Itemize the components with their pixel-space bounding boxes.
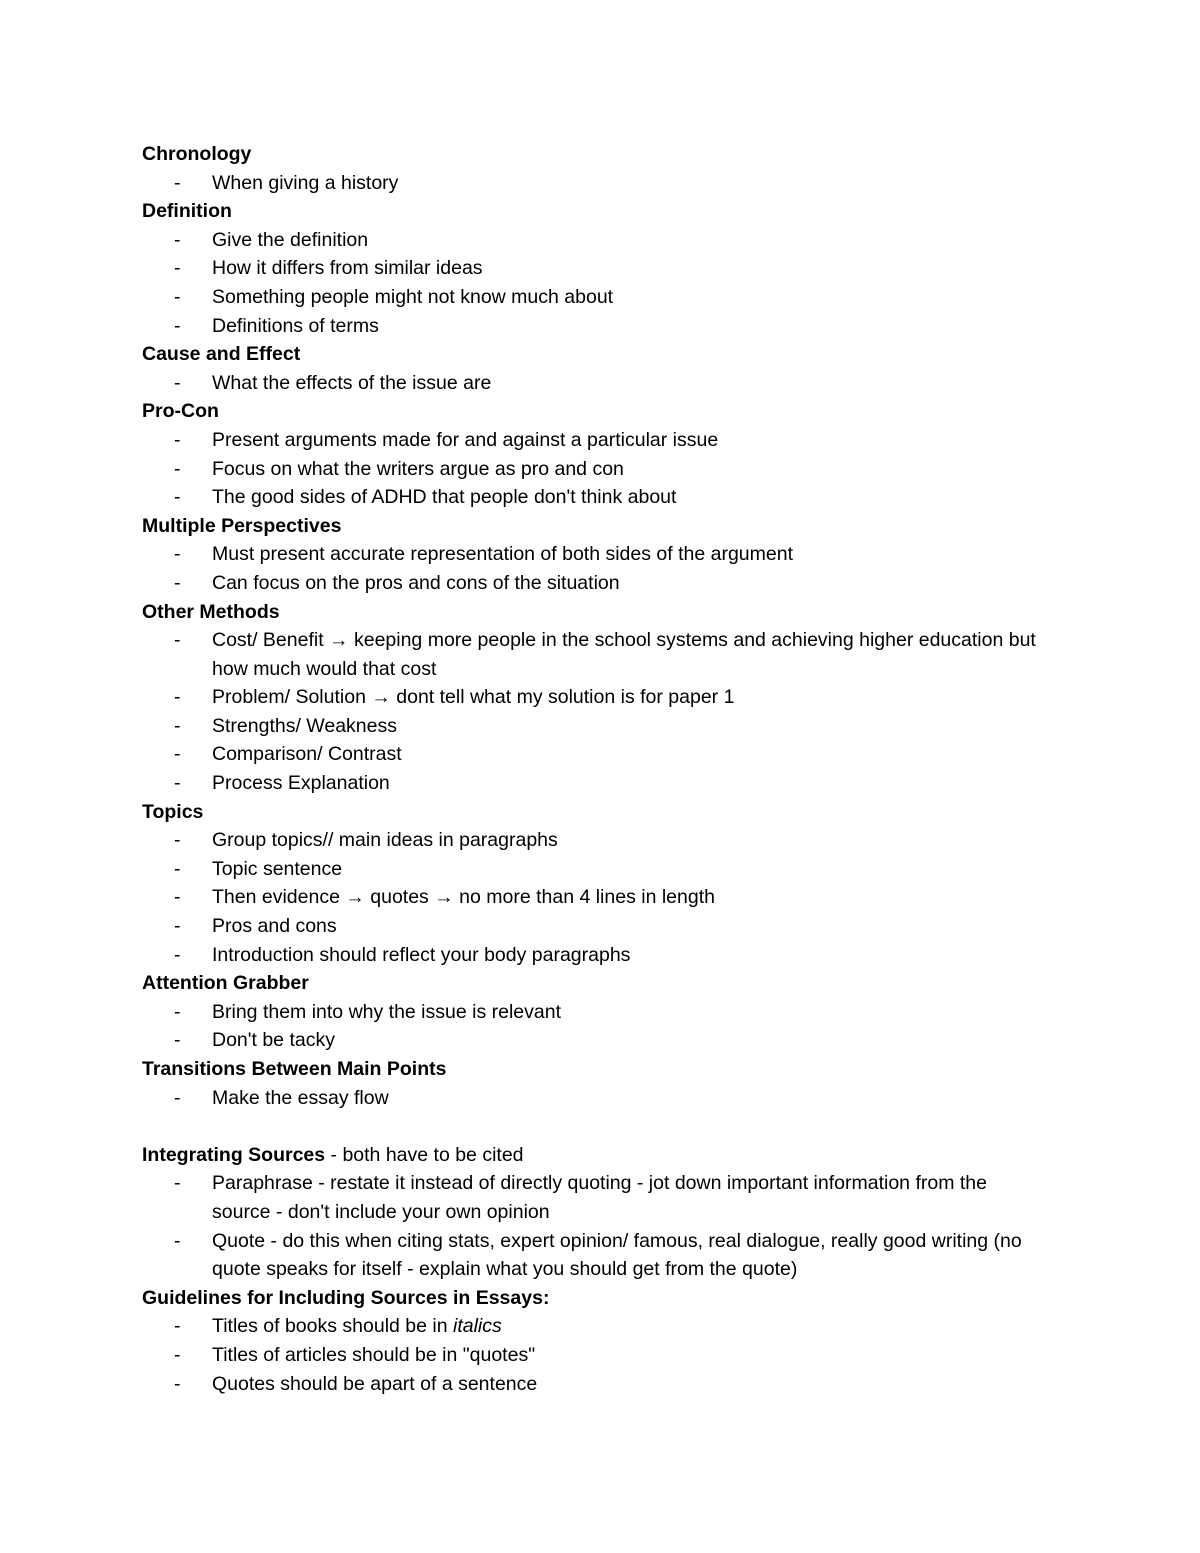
bullet-text: Can focus on the pros and cons of the situation	[212, 571, 620, 594]
bullet-list	[142, 169, 1062, 198]
bullet-item	[142, 998, 1042, 1027]
section	[142, 1055, 1062, 1112]
bullet-list	[142, 998, 1062, 1055]
bullet-item	[142, 1312, 1042, 1341]
bullet-text: The good sides of ADHD that people don't think about	[212, 486, 677, 509]
bullet-item	[142, 683, 1042, 712]
bullet-item	[142, 826, 1042, 855]
bullet-item	[142, 855, 1042, 884]
section-heading	[142, 1141, 1062, 1170]
bullet-dash: -	[174, 285, 181, 308]
bullet-text: Quote - do this when citing stats, expert opinion/ famous, real dialogue, really good writing (no quote speaks for itself - explain what you should get from the quote)	[212, 1229, 1022, 1281]
bullet-dash: -	[174, 943, 181, 966]
section	[142, 1141, 1062, 1284]
bullet-text: Topic sentence	[212, 857, 343, 880]
bullet-item	[142, 1227, 1042, 1284]
bullet-text: Something people might not know much about	[212, 285, 614, 308]
bullet-list	[142, 826, 1062, 969]
bullet-dash: -	[174, 1372, 181, 1395]
bullet-text: Definitions of terms	[212, 314, 379, 337]
bullet-dash: -	[174, 571, 181, 594]
bullet-list	[142, 1169, 1062, 1283]
bullet-text: Group topics// main ideas in paragraphs	[212, 829, 558, 852]
bullet-item	[142, 283, 1042, 312]
section	[142, 512, 1062, 598]
bullet-item	[142, 369, 1042, 398]
bullet-dash: -	[174, 743, 181, 766]
bullet-text: When giving a history	[212, 171, 399, 194]
bullet-dash: -	[174, 1343, 181, 1366]
bullet-dash: -	[174, 629, 181, 652]
bullet-item	[142, 569, 1042, 598]
bullet-list	[142, 226, 1062, 340]
bullet-dash: -	[174, 486, 181, 509]
section-heading-text: Chronology	[142, 143, 252, 165]
bullet-item	[142, 226, 1042, 255]
bullet-text: Give the definition	[212, 228, 369, 251]
bullet-dash: -	[174, 1172, 181, 1195]
section-heading	[142, 340, 1062, 369]
bullet-dash: -	[174, 228, 181, 251]
section	[142, 969, 1062, 1055]
bullet-item	[142, 740, 1042, 769]
document-page	[142, 140, 1062, 1398]
section-heading-text: Other Methods	[142, 600, 280, 623]
bullet-text: Comparison/ Contrast	[212, 743, 402, 766]
bullet-list	[142, 540, 1062, 597]
bullet-item	[142, 1169, 1042, 1226]
bullet-dash: -	[174, 1029, 181, 1052]
bullet-text: Pros and cons	[212, 915, 337, 938]
bullet-text: Must present accurate representation of both sides of the argument	[212, 543, 794, 566]
bullet-item	[142, 1026, 1042, 1055]
bullet-text: Titles of books should be in	[212, 1315, 453, 1338]
bullet-text: Present arguments made for and against a particular issue	[212, 428, 719, 451]
bullet-text: Quotes should be apart of a sentence	[212, 1372, 538, 1395]
bullet-dash: -	[174, 457, 181, 480]
bullet-item	[142, 254, 1042, 283]
section-heading	[142, 1284, 1062, 1313]
bullet-list	[142, 1084, 1062, 1113]
bullet-item	[142, 941, 1042, 970]
section	[142, 1284, 1062, 1398]
bullet-dash: -	[174, 915, 181, 938]
bullet-item	[142, 540, 1042, 569]
bullet-item	[142, 312, 1042, 341]
section-heading	[142, 397, 1062, 426]
section	[142, 397, 1062, 511]
bullet-text: Then evidence → quotes → no more than 4 lines in length	[212, 886, 715, 909]
section-heading-text: Definition	[142, 200, 232, 223]
section-heading-text: Cause and Effect	[142, 343, 301, 366]
bullet-text: Process Explanation	[212, 772, 390, 795]
section-heading-text: Multiple Perspectives	[142, 514, 342, 537]
bullet-item	[142, 455, 1042, 484]
section-heading-note: - both have to be cited	[325, 1143, 524, 1166]
bullet-item	[142, 426, 1042, 455]
section-heading-text: Topics	[142, 800, 204, 823]
bullet-dash: -	[174, 371, 181, 394]
bullet-dash: -	[174, 886, 181, 909]
bullet-text: Paraphrase - restate it instead of directly quoting - jot down important information from the source - don't include your own opinion	[212, 1172, 987, 1223]
bullet-dash: -	[174, 714, 181, 737]
bullet-item	[142, 1370, 1042, 1399]
bullet-list	[142, 426, 1062, 512]
bullet-text: Cost/ Benefit → keeping more people in the school systems and achieving higher education but how much would that cost	[212, 629, 1036, 680]
bullet-item	[142, 712, 1042, 741]
bullet-dash: -	[174, 171, 181, 194]
section-heading	[142, 598, 1062, 627]
bullet-text: Introduction should reflect your body paragraphs	[212, 943, 631, 966]
section-heading-text: Integrating Sources	[142, 1143, 326, 1166]
section-heading-text: Transitions Between Main Points	[142, 1058, 447, 1080]
bullet-text: Titles of articles should be in "quotes"	[212, 1343, 536, 1366]
bullet-text: Strengths/ Weakness	[212, 714, 397, 737]
bullet-dash: -	[174, 829, 181, 852]
bullet-dash: -	[174, 543, 181, 566]
bullet-list	[142, 1312, 1062, 1398]
bullet-dash: -	[174, 1229, 181, 1252]
bullet-dash: -	[174, 686, 181, 709]
bullet-text: Problem/ Solution → dont tell what my solution is for paper 1	[212, 686, 735, 709]
bullet-dash: -	[174, 1315, 181, 1338]
section-heading	[142, 197, 1062, 226]
bullet-list	[142, 626, 1062, 798]
section	[142, 340, 1062, 397]
section-heading	[142, 1055, 1062, 1084]
section-heading-text: Attention Grabber	[142, 972, 309, 995]
section-heading	[142, 512, 1062, 541]
section	[142, 140, 1062, 197]
bullet-dash: -	[174, 428, 181, 451]
bullet-item	[142, 169, 1042, 198]
bullet-text: Bring them into why the issue is relevant	[212, 1000, 562, 1023]
section-heading	[142, 969, 1062, 998]
section	[142, 798, 1062, 970]
bullet-item	[142, 769, 1042, 798]
bullet-dash: -	[174, 257, 181, 280]
section-heading-text: Guidelines for Including Sources in Essays:	[142, 1286, 550, 1309]
bullet-dash: -	[174, 1086, 181, 1109]
section-heading-text: Pro-Con	[142, 400, 219, 423]
bullet-item	[142, 912, 1042, 941]
bullet-item	[142, 1084, 1042, 1113]
section	[142, 598, 1062, 798]
bullet-item	[142, 883, 1042, 912]
bullet-text: How it differs from similar ideas	[212, 257, 483, 280]
bullet-text: Make the essay flow	[212, 1086, 389, 1109]
bullet-dash: -	[174, 857, 181, 880]
bullet-item	[142, 1341, 1042, 1370]
bullet-text: Focus on what the writers argue as pro and con	[212, 457, 624, 480]
bullet-dash: -	[174, 1000, 181, 1023]
bullet-dash: -	[174, 314, 181, 337]
blank-line	[142, 1112, 1062, 1141]
bullet-list	[142, 369, 1062, 398]
section-heading	[142, 798, 1062, 827]
bullet-text: Don't be tacky	[212, 1029, 335, 1052]
section-heading	[142, 140, 1062, 169]
bullet-text-italic: italics	[453, 1315, 502, 1338]
bullet-text: What the effects of the issue are	[212, 371, 492, 394]
bullet-item	[142, 483, 1042, 512]
section	[142, 197, 1062, 340]
bullet-item	[142, 626, 1042, 683]
bullet-dash: -	[174, 772, 181, 795]
